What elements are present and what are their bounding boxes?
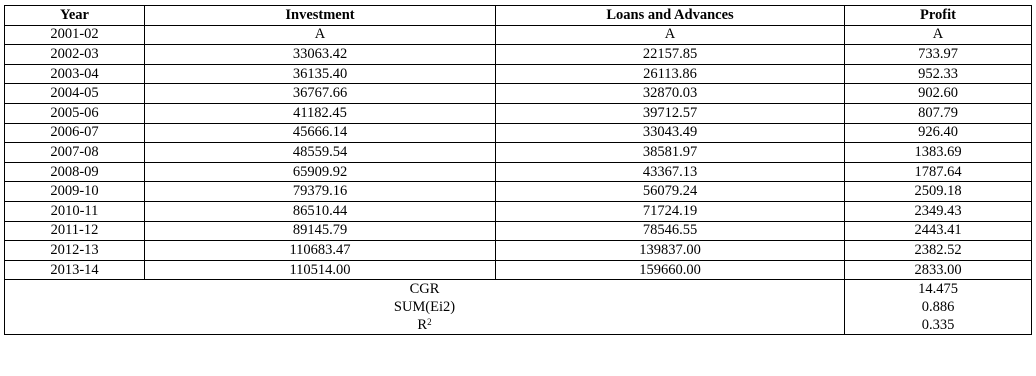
cell-year: 2003-04 xyxy=(5,64,145,84)
table-row xyxy=(5,260,1032,280)
cell-loans: 43367.13 xyxy=(496,162,845,182)
table-row xyxy=(5,64,1032,84)
cell-year: 2001-02 xyxy=(5,25,145,45)
cell-loans: 78546.55 xyxy=(496,221,845,241)
cell-profit: 952.33 xyxy=(845,64,1032,84)
cell-year: 2011-12 xyxy=(5,221,145,241)
cell-profit: 1383.69 xyxy=(845,143,1032,163)
cell-profit: 902.60 xyxy=(845,84,1032,104)
cell-profit: 733.97 xyxy=(845,45,1032,65)
cell-loans: 33043.49 xyxy=(496,123,845,143)
cell-investment: 36135.40 xyxy=(145,64,496,84)
table-row xyxy=(5,103,1032,123)
cell-investment: 48559.54 xyxy=(145,143,496,163)
cell-loans: 71724.19 xyxy=(496,201,845,221)
cell-year: 2013-14 xyxy=(5,260,145,280)
cell-investment: 36767.66 xyxy=(145,84,496,104)
cell-investment: 79379.16 xyxy=(145,182,496,202)
cell-investment: 41182.45 xyxy=(145,103,496,123)
summary-values xyxy=(845,280,1032,335)
table-row xyxy=(5,201,1032,221)
cell-profit: 807.79 xyxy=(845,103,1032,123)
header-loans-and-advances: Loans and Advances xyxy=(496,6,845,26)
cell-investment: A xyxy=(145,25,496,45)
cell-loans: 39712.57 xyxy=(496,103,845,123)
cgr-label: CGR xyxy=(409,281,440,298)
cell-year: 2005-06 xyxy=(5,103,145,123)
cell-year: 2010-11 xyxy=(5,201,145,221)
cell-investment: 45666.14 xyxy=(145,123,496,143)
r-squared-base: R xyxy=(417,316,428,333)
cell-loans: 38581.97 xyxy=(496,143,845,163)
cell-investment: 110514.00 xyxy=(145,260,496,280)
cell-loans: A xyxy=(496,25,845,45)
table-row xyxy=(5,25,1032,45)
header-row xyxy=(5,6,1032,26)
cell-profit: 926.40 xyxy=(845,123,1032,143)
cell-year: 2009-10 xyxy=(5,182,145,202)
cell-year: 2008-09 xyxy=(5,162,145,182)
cell-loans: 159660.00 xyxy=(496,260,845,280)
cgr-value: 14.475 xyxy=(918,281,958,298)
cell-profit: 2833.00 xyxy=(845,260,1032,280)
summary-labels xyxy=(5,280,845,335)
cell-loans: 139837.00 xyxy=(496,241,845,261)
table-row xyxy=(5,221,1032,241)
cell-year: 2006-07 xyxy=(5,123,145,143)
cell-profit: A xyxy=(845,25,1032,45)
cell-investment: 86510.44 xyxy=(145,201,496,221)
cell-loans: 22157.85 xyxy=(496,45,845,65)
data-table-container xyxy=(4,5,1032,335)
r-squared-label xyxy=(5,317,844,335)
cell-profit: 1787.64 xyxy=(845,162,1032,182)
sum-ei2-label: SUM(Ei2) xyxy=(393,298,456,315)
cell-year: 2007-08 xyxy=(5,143,145,163)
header-investment: Investment xyxy=(145,6,496,26)
cell-year: 2012-13 xyxy=(5,241,145,261)
table-row xyxy=(5,45,1032,65)
table-row xyxy=(5,241,1032,261)
table-row xyxy=(5,162,1032,182)
cell-loans: 32870.03 xyxy=(496,84,845,104)
cell-profit: 2382.52 xyxy=(845,241,1032,261)
cell-investment: 110683.47 xyxy=(145,241,496,261)
cell-profit: 2349.43 xyxy=(845,201,1032,221)
table-row xyxy=(5,143,1032,163)
table-row xyxy=(5,84,1032,104)
r-squared-superscript: 2 xyxy=(427,316,432,327)
cell-year: 2002-03 xyxy=(5,45,145,65)
summary-row xyxy=(5,280,1032,335)
cell-loans: 26113.86 xyxy=(496,64,845,84)
header-year: Year xyxy=(5,6,145,26)
cell-profit: 2509.18 xyxy=(845,182,1032,202)
cell-investment: 89145.79 xyxy=(145,221,496,241)
r-squared-value: 0.335 xyxy=(921,316,955,333)
data-table xyxy=(4,5,1032,335)
cell-profit: 2443.41 xyxy=(845,221,1032,241)
cell-investment: 33063.42 xyxy=(145,45,496,65)
cell-year: 2004-05 xyxy=(5,84,145,104)
sum-ei2-value: 0.886 xyxy=(921,298,955,315)
cell-investment: 65909.92 xyxy=(145,162,496,182)
header-profit: Profit xyxy=(845,6,1032,26)
table-row xyxy=(5,123,1032,143)
cell-loans: 56079.24 xyxy=(496,182,845,202)
table-row xyxy=(5,182,1032,202)
